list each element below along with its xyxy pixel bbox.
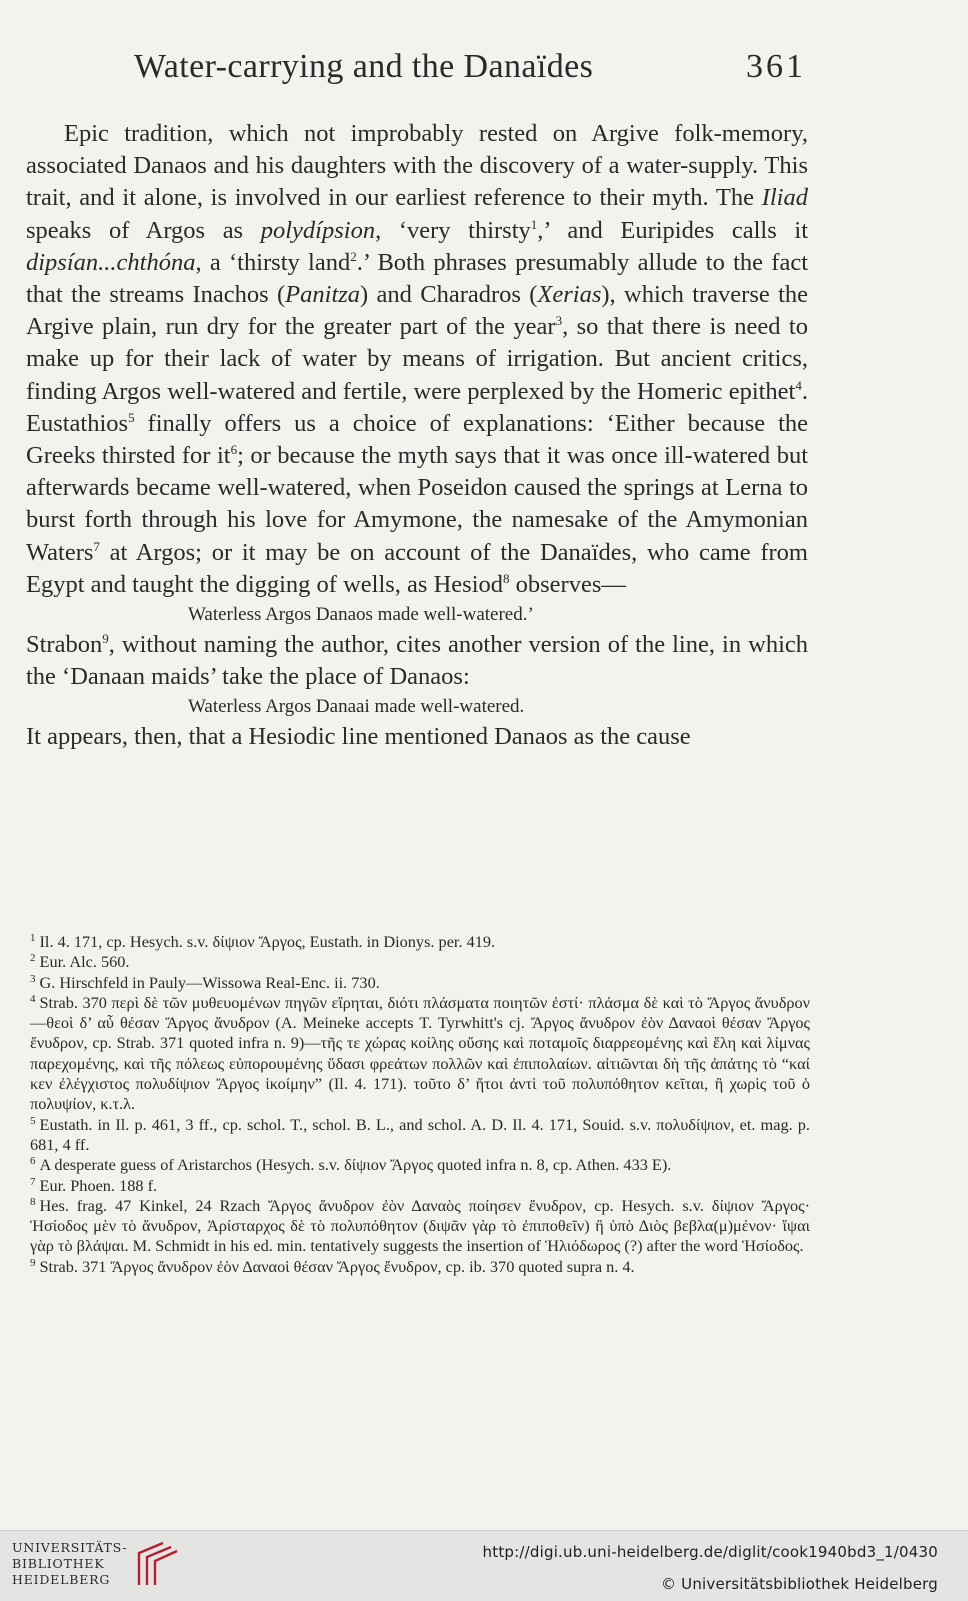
footnote-ref-5: 5 <box>128 409 135 425</box>
italic-panitza: Panitza <box>285 281 361 309</box>
logo-line-3: HEIDELBERG <box>12 1572 111 1587</box>
italic-iliad: Iliad <box>761 184 808 212</box>
viewer-footer <box>0 1530 968 1601</box>
paragraph-1: Epic tradition, which not improbably rested on Argive folk-memory, associated Danaos and his daughters with the discovery of a water-supply. This trait, and it alone, is involved in our earliest reference to their myth. The Iliad speaks of Argos as polydípsion, ‘very thirsty$^1$,’ and Euripides calls it dipsían...chthóna, a ‘thirsty land$^2$.’ Both phrases presumably allude to the fact that the streams Inachos (Panitza) and Charadros (Xerias), which traverse the Argive plain, run dry for the greater part of the year$^3$, so that there is need to make up for their lack of water by means of irrigation. But ancient critics, finding Argos well-watered and fertile, were perplexed by the Homeric epithet$^4$. Eustathios$^5$ finally offers us a choice of explanations: ‘Either because the Greeks thirsted for $it^6$; or because the myth says that it was once ill-watered but afterwards became well-watered, when Poseidon caused the springs at Lerna to burst forth through his love for Amymone, the namesake of the Amymonian Waters$^7$ at Argos; or it may be on account of the Danaïdes, who came from Egypt and taught the digging of wells, as Hesiod$^8$ observes— <box>26 120 809 598</box>
footnote-ref-8: 8 <box>503 570 510 586</box>
footnote-ref-7: 7 <box>93 538 100 554</box>
footnote-9: $^9$ Strab. 371 Ἄργος ἄνυδρον ἐὸν Δαναοὶ θέσαν Ἄργος ἔνυδρον, cp. ib. 370 quoted supra n. 4. <box>30 1256 635 1276</box>
footnote-8: $^8$ Hes. frag. 47 Kinkel, 24 Rzach Ἄργος ἄνυδρον ἐὸν Δαναὸς ποίησεν ἔνυδρον, cp. Hesych. s.v. δίψιον Ἄργος· Ἡσίοδος μὲν τὸ ἄνυδρον, Ἀρίσταρχος δὲ τὸ πολυπόθητον (διψᾶν γὰρ τὸ ἐπιποθεῖν) ἢ ὑπὸ Διὸς βεβλα(μ)μένον· ἴψαι γὰρ τὸ βλάψαι. M. Schmidt in his ed. min. tentatively suggests the insertion of Ἡλιόδωρος (?) after the word Ἡσίοδος. <box>30 1195 810 1256</box>
italic-polydipsion: polydípsion <box>260 216 376 244</box>
footnote-5: $^5$ Eustath. in Il. p. 461, 3 ff., cp. schol. T., schol. B. L., and schol. A. D. Il. 4. 171, Souid. s.v. πολυδίψιον, et. mag. p. 681, 4 ff. <box>30 1114 810 1154</box>
logo-line-2: BIBLIOTHEK <box>12 1556 105 1571</box>
logo-line-1: UNIVERSITÄTS- <box>12 1540 128 1555</box>
page-number: 361 <box>746 48 806 85</box>
footnote-6: $^6$ A desperate guess of Aristarchos (Hesych. s.v. δίψιον Ἄργος quoted infra n. 8, cp. Athen. 433 E). <box>30 1155 672 1175</box>
running-title: Water-carrying and the Danaïdes <box>134 48 594 85</box>
italic-xerias: Xerias <box>537 281 602 309</box>
footnote-ref-1: 1 <box>530 216 538 232</box>
italic-dipsian: dipsían...chthóna <box>26 248 196 276</box>
footnote-7: $^7$ Eur. Phoen. 188 f. <box>30 1175 158 1195</box>
paragraph-2: Strabon$^9$, without naming the author, cites another version of the line, in which the ‘Danaan maids’ take the place of Danaos: <box>26 631 808 691</box>
main-text <box>26 118 808 754</box>
verse-quote-1: Waterless Argos Danaos made well-watered.’ <box>188 604 534 626</box>
footnote-ref-4: 4 <box>795 377 802 393</box>
source-url-link[interactable]: http://digi.ub.uni-heidelberg.de/diglit/cook1940bd3_1/0430 <box>482 1543 938 1561</box>
footnote-4: $^4$ Strab. 370 περὶ δὲ τῶν μυθευομένων πηγῶν εἴρηται, διότι πλάσματα ποιητῶν ἐστί· πλάσμα δὲ καὶ τὸ Ἄργος ἄνυδρον—θεοὶ δ’ αὖ θέσαν Ἄργος ἄνυδρον (A. Meineke accepts T. Tyrwhitt's cj. Ἄργος ἄνυδρον ἐὸν Δαναοὶ θέσαν Ἄργος ἔνυδρον, cp. Strab. 371 quoted infra n. 9)—τῆς τε χώρας κοίλης οὔσης καὶ ποταμοῖς διαρρεομένης καὶ ἕλη καὶ λίμνας παρεχομένης, καὶ τῆς πόλεως εὐπορουμένης ὕδασι φρεάτων πολλῶν καὶ ἐπιπολαίων. αἰτιῶνται δὴ τῆς ἀπάτης τὸ “καί κεν ἐλέγχιστος πολυδίψιον Ἄργος ἱκοίμην” (Il. 4. 171). τοῦτο δ’ ἤτοι ἀντὶ τοῦ πολυπόθητον κεῖται, ἢ χωρὶς τοῦ ὁ πολυψίον, κ.τ.λ. <box>30 992 810 1114</box>
library-emblem-icon <box>133 1539 179 1589</box>
footnote-ref-3: 3 <box>555 313 563 329</box>
library-logo[interactable] <box>12 1539 179 1589</box>
paragraph-3: It appears, then, that a Hesiodic line mentioned Danaos as the cause <box>26 723 691 751</box>
copyright-notice: © Universitätsbibliothek Heidelberg <box>660 1575 938 1593</box>
footnote-ref-6: 6 <box>230 442 238 458</box>
verse-quote-2: Waterless Argos Danaai made well-watered. <box>188 696 525 718</box>
running-header <box>134 48 806 94</box>
footnote-ref-2: 2 <box>350 248 357 264</box>
footnote-3: $^3$ G. Hirschfeld in Pauly—Wissowa Real-Enc. ii. 730. <box>30 972 380 992</box>
footnotes <box>30 932 810 1277</box>
footnote-ref-9: 9 <box>102 631 109 647</box>
footnote-2: $^2$ Eur. Alc. 560. <box>30 952 130 972</box>
footnote-1: $^1$ Il. 4. 171, cp. Hesych. s.v. δίψιον Ἄργος, Eustath. in Dionys. per. 419. <box>30 932 496 951</box>
